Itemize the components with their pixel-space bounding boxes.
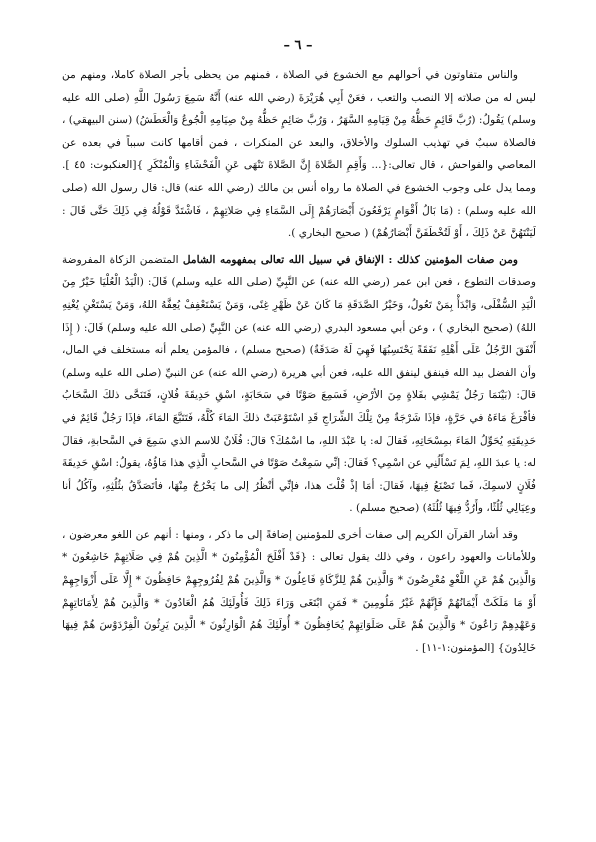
paragraph-text: المتضمن الزكاة المفروضة وصدقات التطوع ، فعن ابن عمر (رضي الله عنه) عن النَّبِيِّ (صلى الله عليه وسلم) قَالَ: (الْيَدُ الْعُلْيَا خَيْرٌ مِنَ الْيَدِ السُّفْلَى، وَابْدَأْ بِمَنْ تَعُولُ، وَخَيْرُ الصَّدَقَةِ مَا كَانَ عَنْ ظَهْرِ غِنًى، وَمَنْ يَسْتَعْفِفْ يُعِفَّهُ اللهُ، وَمَنْ يَسْتَغْنِ يُغْنِهِ اللهُ) (صحيح البخاري ) ، وعن أبي مسعود البدري (رضي الله عنه) عن النَّبِيِّ (صلى الله عليه وسلم) قَالَ: ( إِذَا أَنْفَقَ الرَّجُلُ عَلَى أَهْلِهِ نَفَقَةً يَحْتَسِبُهَا فَهِيَ لَهُ صَدَقَةٌ) (صحيح مسلم) ، فالمؤمن يعلم أنه مستخلف في المال، وأن الفضل بيد الله فينفق لينفق الله عليه، فعن أبي هريرة (رضي الله عنه) عن النبيِّ (صلى الله عليه وسلم) قالَ: (بَيْنَمَا رَجُلٌ يَمْشِي بفَلاةٍ مِنَ الأرْضِ، فَسَمِعَ صَوْتًا في سَحَابَةٍ، اسْقِ حَدِيقَةَ فُلانٍ، فَتَنَحَّى ذلكَ السَّحَابُ فأفْرَغَ مَاءَهُ في حَرَّةٍ، فإذَا شَرْجَةٌ مِنْ تِلْكَ الشِّرَاجِ قَدِ اسْتَوْعَبَتْ ذلكَ المَاءَ كُلَّهُ، فَتَتَبَّعَ المَاءَ، فإذَا رَجُلٌ قَائِمٌ في حَدِيقَتِهِ يُحَوِّلُ المَاءَ بمِسْحَاتِهِ، فَقالَ له: يا عَبْدَ اللهِ، ما اسْمُكَ؟ قالَ: فُلَانٌ للاسم الذي سَمِعَ في السَّحابةِ، فقالَ له: يا عبدَ اللهِ، لِمَ تَسْأَلُنِي عن اسْمِي؟ فَقالَ: إنِّي سَمِعْتُ صَوْتًا في السَّحابِ الَّذِي هذا مَاؤُهُ، يقولُ: اسْقِ حَدِيقَةَ فُلَانٍ لاسمِكَ، فَما تَصْنَعُ فِيهَا، فَقالَ: أمَا إذْ قُلْتَ هذا، فإنِّي أنْظُرُ إلى ما يَخْرُجُ مِنْهَا، فأتَصَدَّقُ بثُلُثِهِ، وآكُلُ أنا وعِيَالِي ثُلُثًا، وأَرُدُّ فِيهَا ثُلُثَهُ) (صحيح مسلم) . — [62, 253, 536, 515]
paragraph-p3 — [62, 524, 536, 660]
page-number: – ٦ – — [283, 38, 313, 53]
paragraph-p2 — [62, 249, 536, 520]
section-heading: ومن صفات المؤمنين كذلك : الإنفاق في سبيل الله تعالى بمفهومه الشامل — [182, 253, 518, 266]
page-body — [62, 64, 536, 659]
paragraph-text: والناس متفاوتون في أحوالهم مع الخشوع في الصلاة ، فمنهم من يحظى بأجر الصلاة كاملا، ومنهم من ليس له من صلاته إلا النصب والتعب ، فعَنْ أَبِي هُرَيْرَةَ (رضي الله عنه) أَنَّهُ سَمِعَ رَسُولَ اللَّهِ (صلى الله عليه وسلم) يَقُولُ: (رُبَّ قَائِمٍ حَظُّهُ مِنْ قِيَامِهِ السَّهَرُ ، وَرُبَّ صَائِمٍ حَظُّهُ مِنْ صِيَامِهِ الْجُوعُ وَالْعَطَشُ) (سنن البيهقي) ، فالصلاة سببٌ في تهذيب السلوك والأخلاق، والبعد عن المنكرات ، فمن أقامها كانت سبباً في بعده عن المعاصي والفواحش ، قال تعالى:{... وَأَقِمِ الصَّلاةَ إِنَّ الصَّلاةَ تَنْهَى عَنِ الْفَحْشَاءِ وَالْمُنْكَرِ }[العنكبوت: ٤٥ ]. ومما يدل على وجوب الخشوع في الصلاة ما رواه أنس بن مالك (رضي الله عنه) قال: قال رسول الله (صلى الله عليه وسلم) : (مَا بَالُ أَقْوَامٍ يَرْفَعُونَ أَبْصَارَهُمْ إِلَى السَّمَاءِ فِي صَلاتِهِمْ ، فَاشْتَدَّ قَوْلُهُ فِي ذَلِكَ حَتَّى قَالَ : لَيَنْتَهُنَّ عَنْ ذَلِكَ ، أَوْ لَتُخْطَفَنَّ أَبْصَارُهُمْ) ( صحيح البخاري ). — [62, 69, 536, 240]
paragraph-p1 — [62, 64, 536, 245]
paragraph-text: وقد أشار القرآن الكريم إلى صفات أخرى للمؤمنين إضافةً إلى ما ذكر ، ومنها : أنهم عن اللغو معرضون ، وللأمانات والعهود راعون ، وفي ذلك يقول تعالى : {قَدْ أَفْلَحَ الْمُؤْمِنُونَ * الَّذِينَ هُمْ فِي صَلَاتِهِمْ خَاشِعُونَ * وَالَّذِينَ هُمْ عَنِ اللَّغْوِ مُعْرِضُونَ * وَالَّذِينَ هُمْ لِلزَّكَاةِ فَاعِلُونَ * وَالَّذِينَ هُمْ لِفُرُوجِهِمْ حَافِظُونَ * إِلَّا عَلَى أَزْوَاجِهِمْ أَوْ مَا مَلَكَتْ أَيْمَانُهُمْ فَإِنَّهُمْ غَيْرُ مَلُومِينَ * فَمَنِ ابْتَغَى وَرَاءَ ذَلِكَ فَأُولَئِكَ هُمُ الْعَادُونَ * وَالَّذِينَ هُمْ لِأَمَانَاتِهِمْ وَعَهْدِهِمْ رَاعُونَ * وَالَّذِينَ هُمْ عَلَى صَلَوَاتِهِمْ يُحَافِظُونَ * أُولَئِكَ هُمُ الْوَارِثُونَ * الَّذِينَ يَرِثُونَ الْفِرْدَوْسَ هُمْ فِيهَا خَالِدُونَ} [المؤمنون:١-١١] . — [62, 528, 536, 654]
